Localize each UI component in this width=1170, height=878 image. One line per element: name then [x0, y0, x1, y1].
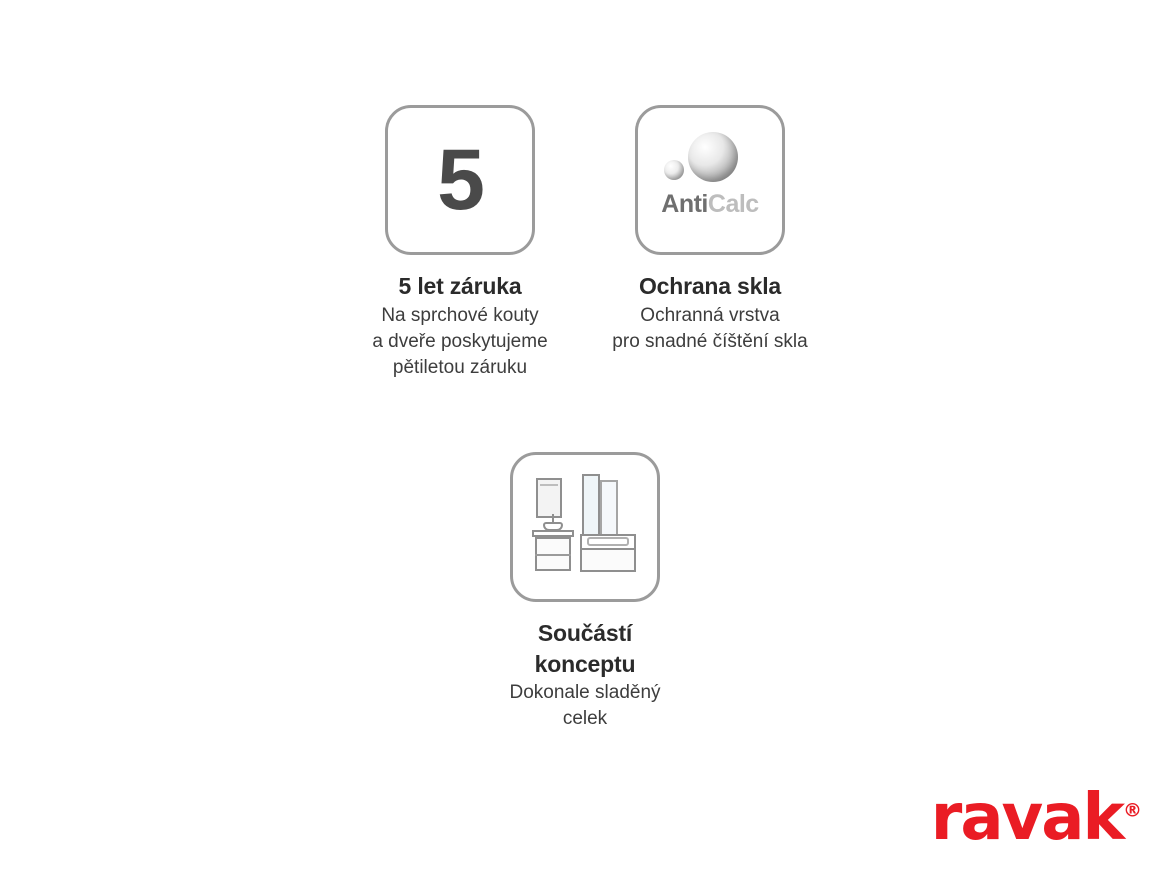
feature-warranty-desc-line-3: pětiletou záruku: [392, 357, 528, 379]
anticalc-droplet-icon: [638, 108, 782, 252]
feature-warranty-desc-line-1: Na sprchové kouty: [381, 304, 539, 326]
feature-warranty-title: 5 let záruka: [398, 273, 522, 299]
vanity-top: [532, 530, 574, 537]
anticalc-wordmark-calc: Calc: [707, 190, 759, 218]
bathroom-concept-icon: [530, 474, 640, 580]
mirror-detail: [540, 484, 558, 486]
ravak-logo: [930, 781, 1142, 855]
shower-panel-icon: [582, 474, 600, 540]
anticalc-wordmark: [638, 190, 782, 219]
feature-concept: [480, 452, 690, 732]
anticalc-wordmark-anti: Anti: [661, 190, 708, 218]
registered-trademark-icon: ®: [1123, 799, 1142, 822]
number-5-icon: 5: [437, 132, 483, 228]
feature-glass-protection-title: Ochrana skla: [638, 273, 782, 299]
feature-concept-desc-line-1: Dokonale sladěný: [509, 682, 661, 704]
feature-concept-desc-line-2: celek: [562, 708, 608, 730]
bathtub-body-icon: [580, 548, 636, 572]
ravak-logo-text: ravak: [930, 781, 1123, 855]
concept-icon-box: [510, 452, 660, 602]
vanity-drawer-divider: [535, 554, 571, 556]
droplet-large-icon: [688, 132, 738, 182]
feature-warranty-desc-line-2: a dveře poskytujeme: [372, 330, 548, 352]
feature-concept-title-line-2: konceptu: [534, 650, 636, 677]
feature-glass-protection-desc-line-2: pro snadné číštění skla: [612, 330, 808, 352]
droplet-small-icon: [664, 160, 684, 180]
warranty-icon-box: [385, 105, 535, 255]
anticalc-icon-box: [635, 105, 785, 255]
feature-concept-title-line-1: Součástí: [537, 620, 633, 646]
bathtub-inner: [587, 537, 629, 546]
feature-warranty: [355, 105, 565, 380]
shower-panel-second-icon: [600, 480, 618, 538]
feature-glass-protection-desc-line-1: Ochranná vrstva: [640, 304, 780, 326]
feature-glass-protection: [604, 105, 816, 354]
